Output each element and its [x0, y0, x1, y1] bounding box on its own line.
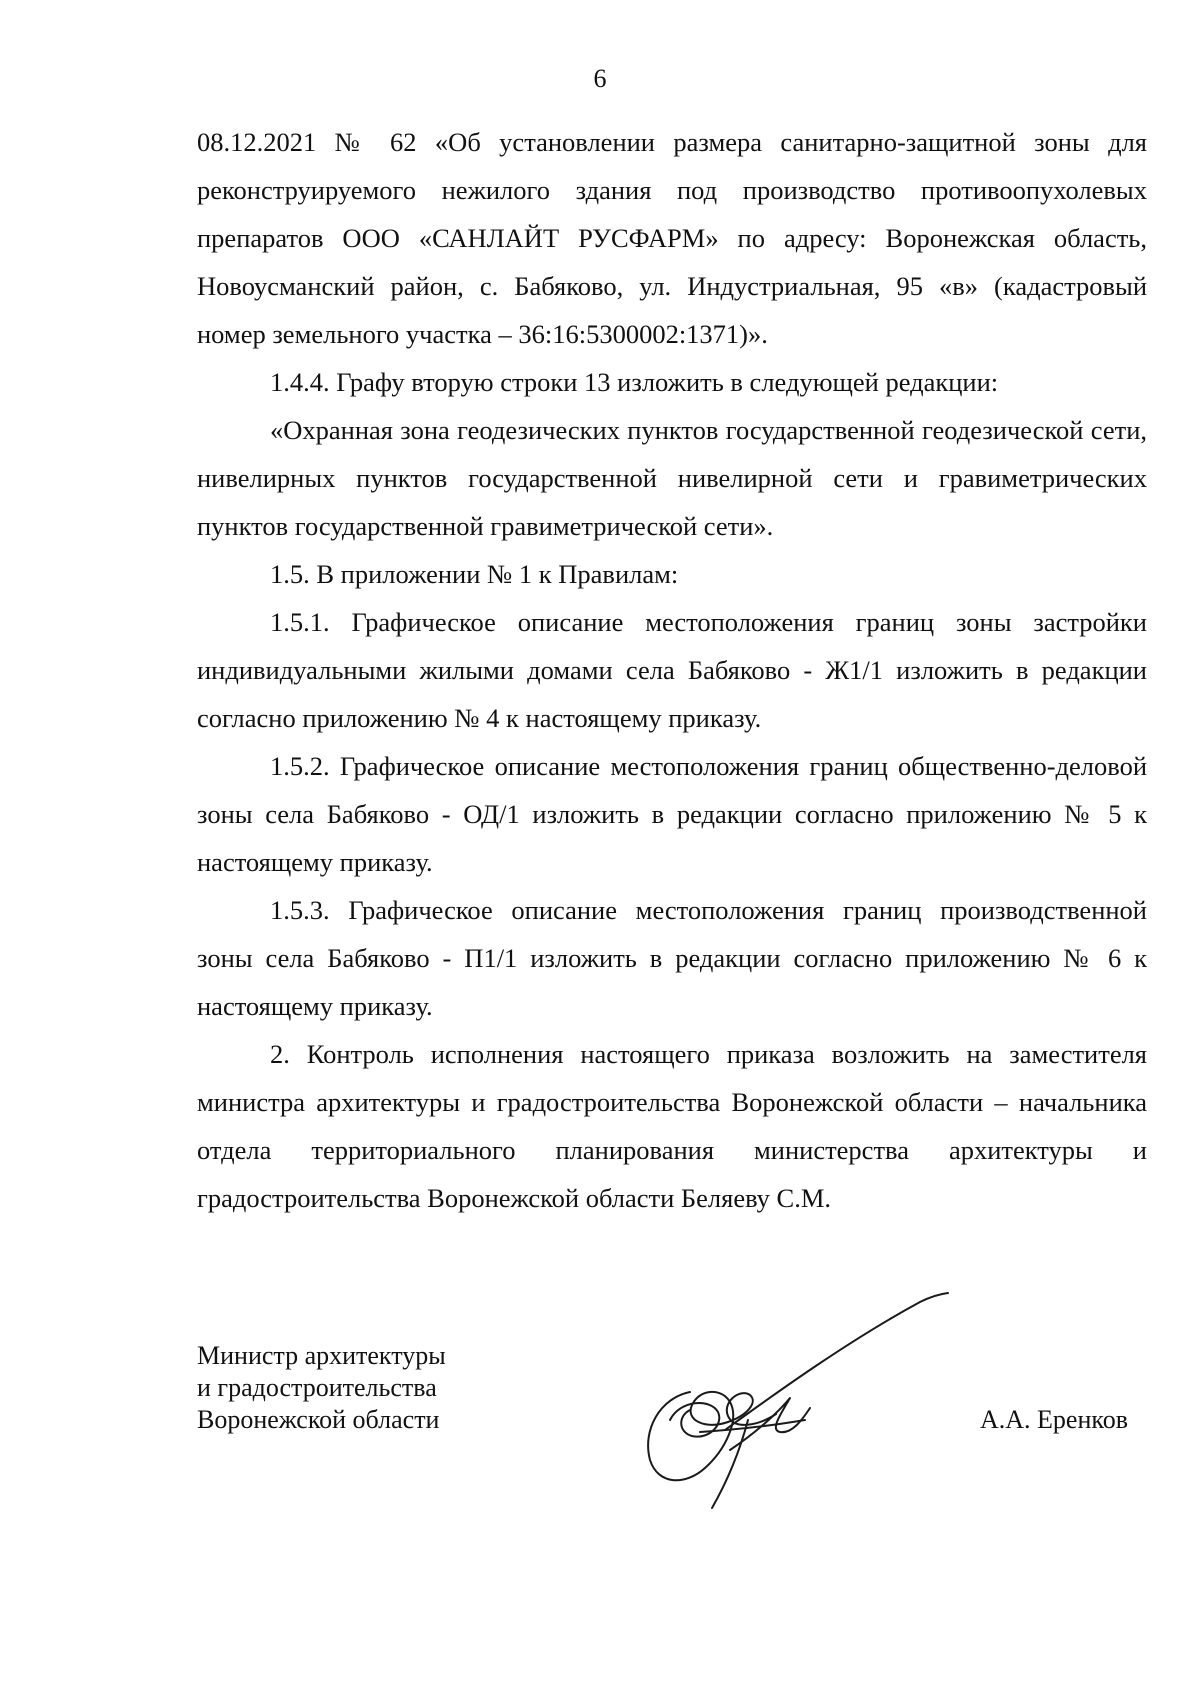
signatory-name: А.А. Еренков: [980, 1405, 1128, 1434]
document-body: [197, 118, 1147, 1222]
signatory-title-line: Воронежской области: [197, 1405, 440, 1434]
paragraph-1-5-2: 1.5.2. Графическое описание местоположения границ общественно-деловой зоны села Бабяково - ОД/1 изложить в редакции согласно приложению № 5 к настоящему приказу.: [197, 751, 1147, 877]
signatory-title: [197, 1340, 446, 1436]
paragraph-1-4-4: 1.4.4. Графу вторую строки 13 изложить в следующей редакции:: [270, 367, 999, 397]
paragraph-quoted-text: «Охранная зона геодезических пунктов государственной геодезической сети, нивелирных пунктов государственной нивелирной сети и гравиметрических пунктов государственной гравиметрической сети».: [197, 415, 1147, 541]
signatory-title-line: и градостроительства: [197, 1373, 437, 1402]
handwritten-signature-icon: [630, 1280, 990, 1520]
page-number: 6: [593, 64, 607, 93]
paragraph-1-5: 1.5. В приложении № 1 к Правилам:: [270, 559, 679, 589]
paragraph-continuation: 08.12.2021 № 62 «Об установлении размера санитарно-защитной зоны для реконструируемого нежилого здания под производство противоопухолевых препаратов ООО «САНЛАЙТ РУСФАРМ» по адресу: Воронежская область, Новоусманский район, с. Бабяково, ул. Индустриальная, 95 «в» (кадастровый номер земельного участка – 36:16:5300002:1371)».: [197, 127, 1147, 349]
paragraph-1-5-1: 1.5.1. Графическое описание местоположения границ зоны застройки индивидуальными жилыми домами села Бабяково - Ж1/1 изложить в редакции согласно приложению № 4 к настоящему приказу.: [197, 607, 1147, 733]
signatory-title-line: Министр архитектуры: [197, 1341, 446, 1370]
paragraph-1-5-3: 1.5.3. Графическое описание местоположения границ производственной зоны села Бабяково - П1/1 изложить в редакции согласно приложению № 6 к настоящему приказу.: [197, 895, 1147, 1021]
paragraph-2-control: 2. Контроль исполнения настоящего приказа возложить на заместителя министра архитектуры и градостроительства Воронежской области – начальника отдела территориального планирования министерства архитектуры и градостроительства Воронежской области Беляеву С.М.: [197, 1039, 1147, 1213]
